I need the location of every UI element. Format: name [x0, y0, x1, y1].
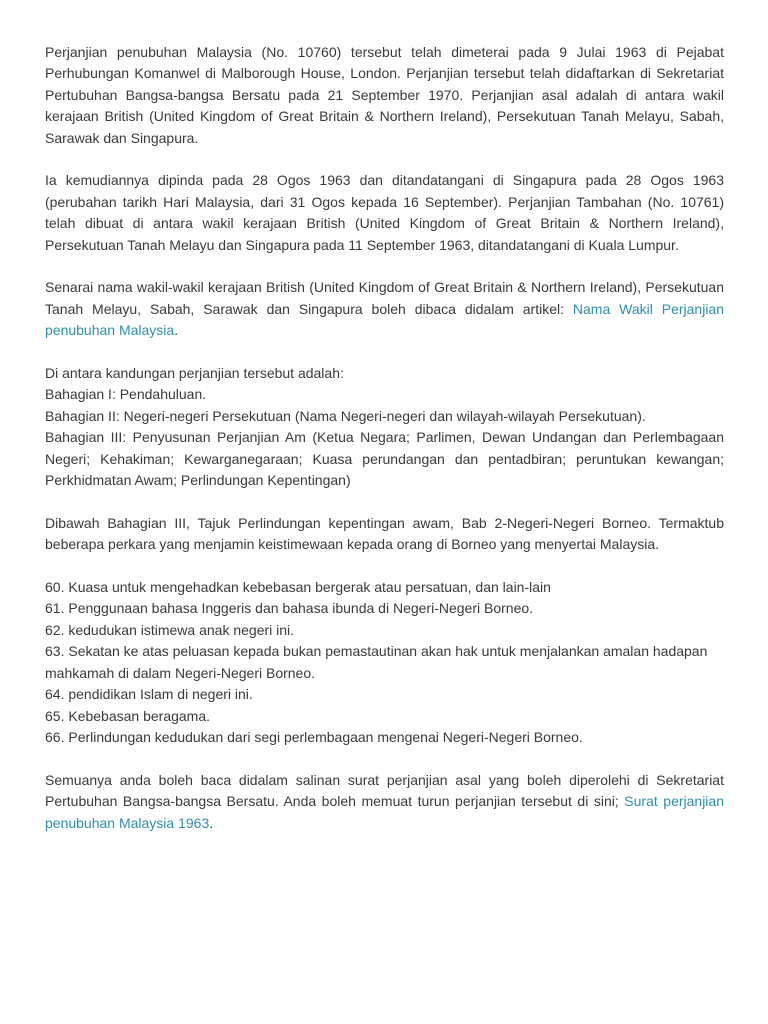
download-end: .	[209, 814, 214, 831]
contents-part-1: Bahagian I: Pendahuluan.	[45, 386, 207, 403]
list-item: 62. kedudukan istimewa anak negeri ini.	[45, 621, 295, 638]
paragraph-representatives	[45, 277, 724, 341]
list-item: 65. Kebebasan beragama.	[45, 707, 211, 724]
paragraph-agreement-signing: Perjanjian penubuhan Malaysia (No. 10760) tersebut telah dimeterai pada 9 Julai 1963 di Pejabat Perhubungan Komanwel di Malborough House, London. Perjanjian tersebut telah didaftarkan di Sekretariat Pertubuhan Bangsa-bangsa Bersatu pada 21 September 1970. Perjanjian asal adalah di antara wakil kerajaan British (United Kingdom of Great Britain & Northern Ireland), Persekutuan Tanah Melayu, Sabah, Sarawak dan Singapura.	[45, 44, 724, 146]
download-text: Semuanya anda boleh baca didalam salinan surat perjanjian asal yang boleh diperolehi di Sekretariat Pertubuhan Bangsa-bangsa Bersatu. Anda boleh memuat turun perjanjian tersebut di sini;	[45, 771, 724, 810]
article-body	[45, 42, 724, 855]
list-item: 66. Perlindungan kedudukan dari segi perlembagaan mengenai Negeri-Negeri Borneo.	[45, 728, 583, 745]
paragraph-borneo-protection: Dibawah Bahagian III, Tajuk Perlindungan kepentingan awam, Bab 2-Negeri-Negeri Borneo. Termaktub beberapa perkara yang menjamin keistimewaan kepada orang di Borneo yang menyertai Malaysia.	[45, 514, 724, 553]
contents-intro: Di antara kandungan perjanjian tersebut adalah:	[45, 365, 344, 382]
list-item: 60. Kuasa untuk mengehadkan kebebasan bergerak atau persatuan, dan lain-lain	[45, 579, 551, 596]
representatives-end: .	[174, 322, 179, 339]
contents-part-3: Bahagian III: Penyusunan Perjanjian Am (Ketua Negara; Parlimen, Dewan Undangan dan Perlembagaan Negeri; Kehakiman; Kewarganegaraan; Kuasa perundangan dan pentadbiran; peruntukan kewangan; Perkhidmatan Awam; Perlindungan Kepentingan)	[45, 429, 724, 489]
list-item: 61. Penggunaan bahasa Inggeris dan bahasa ibunda di Negeri-Negeri Borneo.	[45, 600, 534, 617]
list-item: 64. pendidikan Islam di negeri ini.	[45, 686, 253, 703]
paragraph-contents	[45, 363, 724, 491]
contents-part-2: Bahagian II: Negeri-negeri Persekutuan (Nama Negeri-negeri dan wilayah-wilayah Persekutuan).	[45, 407, 646, 424]
paragraph-download	[45, 770, 724, 834]
list-item: 63. Sekatan ke atas peluasan kepada bukan pemastautinan akan hak untuk menjalankan amalan hadapan mahkamah di dalam Negeri-Negeri Borneo.	[45, 643, 708, 681]
paragraph-agreement-amendment: Ia kemudiannya dipinda pada 28 Ogos 1963 dan ditandatangani di Singapura pada 28 Ogos 1963 (perubahan tarikh Hari Malaysia, dari 31 Ogos kepada 16 September). Perjanjian Tambahan (No. 10761) telah dibuat di antara wakil kerajaan British (United Kingdom of Great Britain & Northern Ireland), Persekutuan Tanah Melayu dan Singapura pada 11 September 1963, ditandatangani di Kuala Lumpur.	[45, 172, 724, 253]
representatives-article-link[interactable]: Nama Wakil Perjanjian penubuhan Malaysia	[45, 300, 725, 339]
representatives-text: Senarai nama wakil-wakil kerajaan British (United Kingdom of Great Britain & Northern Ireland), Persekutuan Tanah Melayu, Sabah, Sarawak dan Singapura boleh dibaca didalam artikel:	[45, 279, 724, 317]
borneo-articles-list	[45, 577, 724, 748]
agreement-download-link[interactable]: Surat perjanjian penubuhan Malaysia 1963	[45, 793, 724, 831]
